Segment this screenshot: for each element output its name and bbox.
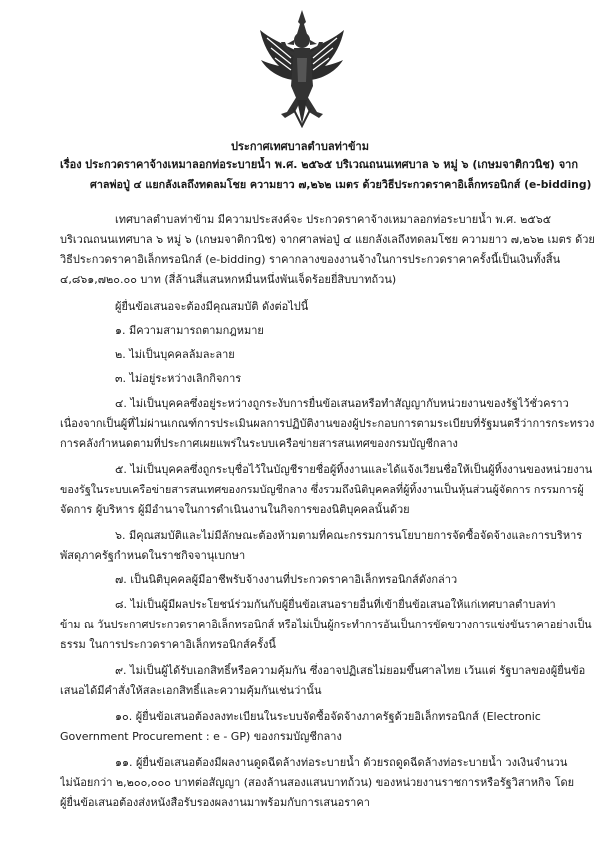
qualification-item: ๙. ไม่เป็นผู้ได้รับเอกสิทธิ์หรือความคุ้มกัน ซึ่งอาจปฏิเสธไม่ยอมขึ้นศาลไทย เว้นแต่ รัฐบาลของผู้ยื่นข้อ (115, 664, 586, 677)
qualification-item: ๕. ไม่เป็นบุคคลซึ่งถูกระบุชื่อไว้ในบัญชีรายชื่อผู้ทิ้งงานและได้แจ้งเวียนชื่อให้เป็นผู้ทิ้งงานของหน่วยงาน (115, 463, 593, 476)
body-line: วิธีประกวดราคาอิเล็กทรอนิกส์ (e-bidding) ราคากลางของงานจ้างในการประกวดราคาครั้งนี้เป็นเงินทั้งสิ้น (60, 253, 561, 266)
qualification-item: ๑๑. ผู้ยื่นข้อเสนอต้องมีผลงานดูดฉีดล้างท่อระบายน้ำ ด้วยรถดูดฉีดล้างท่อระบายน้ำ วงเงินจำนวน (115, 756, 568, 769)
body-line: เสนอได้มีคำสั่งให้สละเอกสิทธิ์และความคุ้มกันเช่นว่านั้น (60, 684, 322, 697)
subject-label: เรื่อง (60, 158, 82, 171)
body-line: พัสดุภาครัฐกำหนดในราชกิจจานุเบกษา (60, 549, 246, 562)
qualification-item: ๓. ไม่อยู่ระหว่างเลิกกิจการ (115, 372, 242, 385)
qualifications-intro: ผู้ยื่นข้อเสนอจะต้องมีคุณสมบัติ ดังต่อไปนี้ (115, 300, 309, 313)
qualification-item: ๗. เป็นนิติบุคคลผู้มีอาชีพรับจ้างงานที่ประกวดราคาอิเล็กทรอนิกส์ดังกล่าว (115, 573, 458, 586)
body-line: Government Procurement : e - GP) ของกรมบัญชีกลาง (60, 730, 342, 743)
body-line: เนื่องจากเป็นผู้ที่ไม่ผ่านเกณฑ์การประเมินผลการปฏิบัติงานของผู้ประกอบการตามระเบียบที่รัฐมนตรีว่าการกระทรวง (60, 417, 595, 430)
body-line: การคลังกำหนดตามที่ประกาศเผยแพร่ในระบบเครือข่ายสารสนเทศของกรมบัญชีกลาง (60, 437, 458, 450)
body-line: ข้าม ณ วันประกาศประกวดราคาอิเล็กทรอนิกส์ หรือไม่เป็นผู้กระทำการอันเป็นการขัดขวางการแข่งขันราคาอย่างเป็น (60, 618, 592, 631)
subject-text-1: ประกวดราคาจ้างเหมาลอกท่อระบายน้ำ พ.ศ. ๒๕๖๕ บริเวณถนนเทศบาล ๖ หมู่ ๖ (เกษมจาติกวนิช) จาก (85, 158, 579, 171)
subject-line-1 (60, 157, 595, 172)
qualification-item: ๒. ไม่เป็นบุคคลล้มละลาย (115, 348, 235, 361)
qualification-item: ๑๐. ผู้ยื่นข้อเสนอต้องลงทะเบียนในระบบจัดซื้อจัดจ้างภาครัฐด้วยอิเล็กทรอนิกส์ (Electronic (115, 710, 541, 723)
body-line: บริเวณถนนเทศบาล ๖ หมู่ ๖ (เกษมจาติกวนิช) จากศาลพ่อปู่ ๔ แยกลังเลถึงทดลมโชย ความยาว ๗,๒๖๒ เมตร ด้วย (60, 233, 595, 246)
body-line: ไม่น้อยกว่า ๒,๒๐๐,๐๐๐ บาทต่อสัญญา (สองล้านสองแสนบาทถ้วน) ของหน่วยงานราชการหรือรัฐวิสาหกิจ โดย (60, 776, 575, 789)
qualification-item: ๘. ไม่เป็นผู้มีผลประโยชน์ร่วมกันกับผู้ยื่นข้อเสนอรายอื่นที่เข้ายื่นข้อเสนอให้แก่เทศบาลตำบลท่า (115, 598, 556, 611)
qualification-item: ๖. มีคุณสมบัติและไม่มีลักษณะต้องห้ามตามที่คณะกรรมการนโยบายการจัดซื้อจัดจ้างและการบริหาร (115, 529, 583, 542)
garuda-emblem-icon (257, 8, 347, 128)
body-line: ธรรม ในการประกวดราคาอิเล็กทรอนิกส์ครั้งนี้ (60, 638, 276, 651)
body-line: ผู้ยื่นข้อเสนอต้องส่งหนังสือรับรองผลงานมาพร้อมกับการเสนอราคา (60, 796, 370, 809)
body-line: ของรัฐในระบบเครือข่ายสารสนเทศของกรมบัญชีกลาง ซึ่งรวมถึงนิติบุคคลที่ผู้ทิ้งงานเป็นหุ้นส่วนผู้จัดการ กรรมการผู้ (60, 483, 584, 496)
qualification-item: ๔. ไม่เป็นบุคคลซึ่งอยู่ระหว่างถูกระงับการยื่นข้อเสนอหรือทำสัญญากับหน่วยงานของรัฐไว้ชั่วคราว (115, 397, 569, 410)
subject-line-2: ศาลพ่อปู่ ๔ แยกลังเลถึงทดลมโชย ความยาว ๗,๒๖๒ เมตร ด้วยวิธีประกวดราคาอิเล็กทรอนิกส์ (e-bidding) (90, 178, 592, 191)
body-line: จัดการ ผู้บริหาร ผู้มีอำนาจในการดำเนินงานในกิจการของนิติบุคคลนั้นด้วย (60, 503, 410, 516)
announcement-title: ประกาศเทศบาลตำบลท่าข้าม (231, 140, 369, 153)
body-line: ๔,๘๖๑,๗๒๐.๐๐ บาท (สี่ล้านสี่แสนหกหมื่นหนึ่งพันเจ็ดร้อยยี่สิบบาทถ้วน) (60, 273, 397, 286)
qualification-item: ๑. มีความสามารถตามกฎหมาย (115, 324, 264, 337)
body-line: เทศบาลตำบลท่าข้าม มีความประสงค์จะ ประกวดราคาจ้างเหมาลอกท่อระบายน้ำ พ.ศ. ๒๕๖๕ (115, 213, 552, 226)
